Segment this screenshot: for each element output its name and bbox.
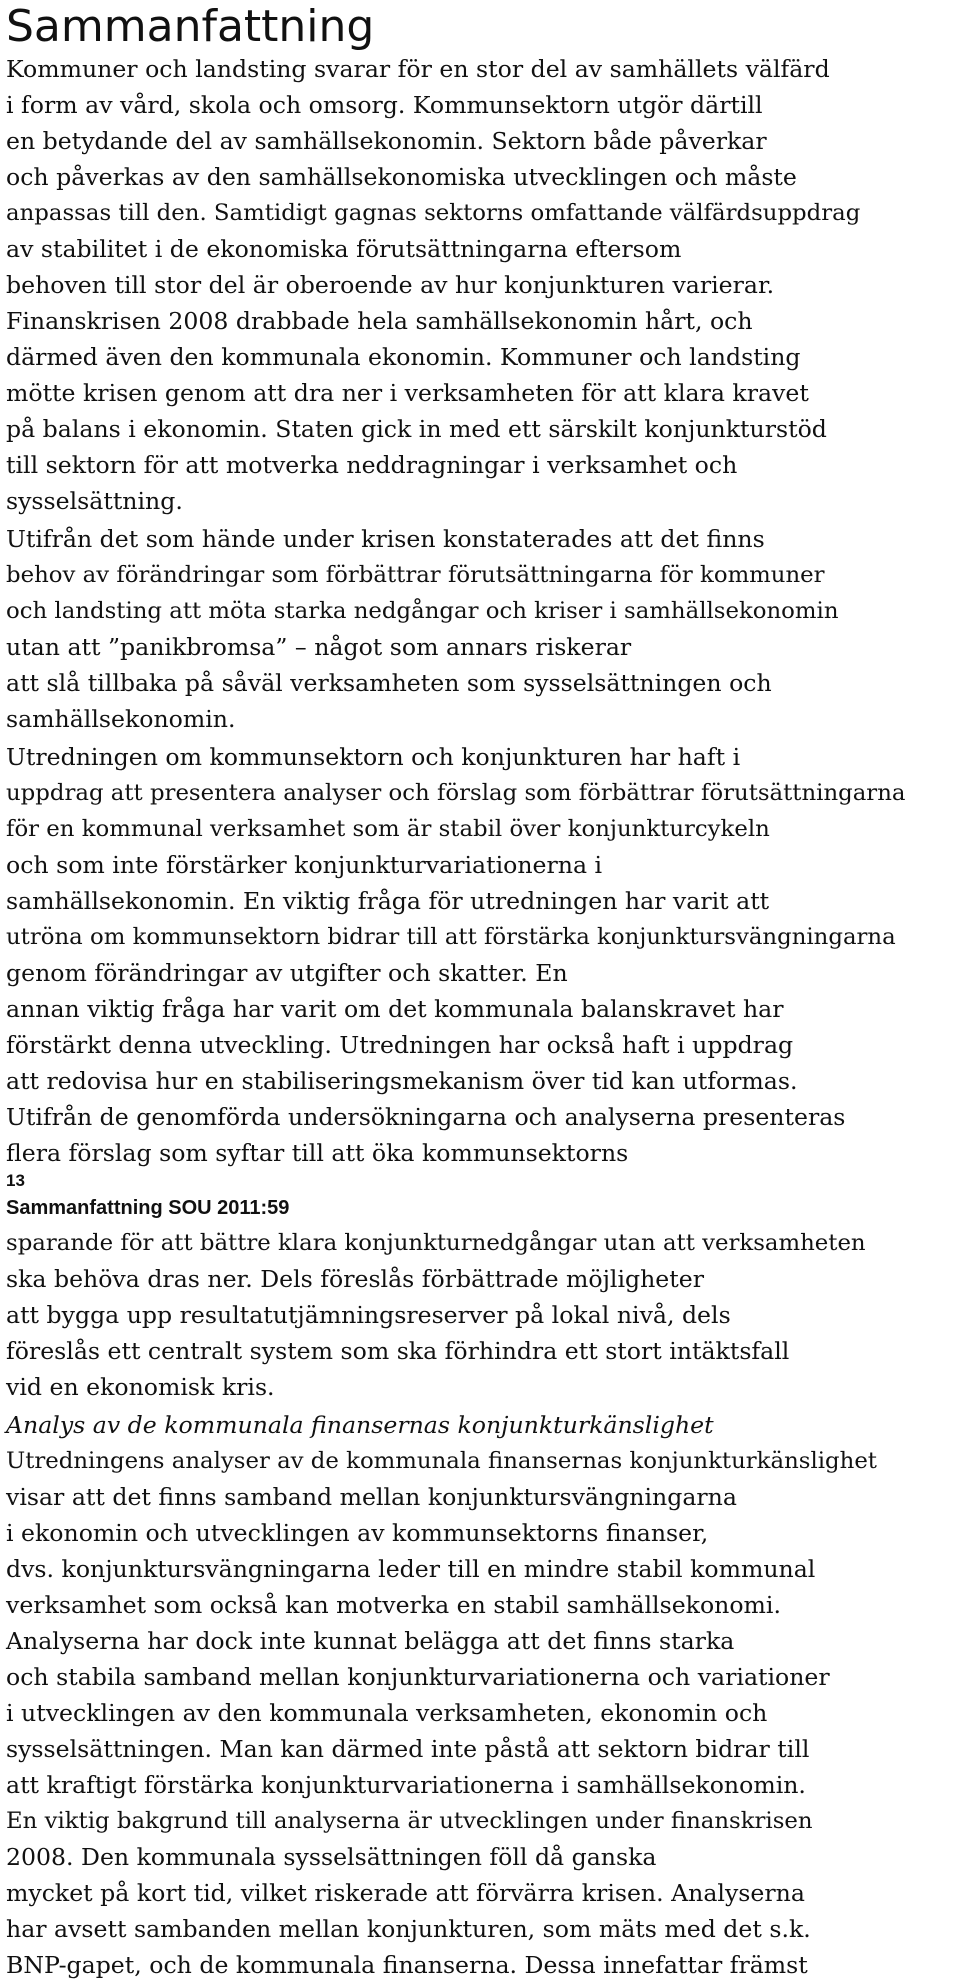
text-line: sparande för att bättre klara konjunkturnedgångar utan att verksamheten <box>6 1230 866 1256</box>
text-line: och stabila samband mellan konjunkturvariationerna och variationer <box>6 1663 830 1691</box>
running-head: Sammanfattning SOU 2011:59 <box>6 1197 290 1219</box>
text-line: En viktig bakgrund till analyserna är utvecklingen under finanskrisen <box>6 1808 813 1834</box>
text-line: uppdrag att presentera analyser och förslag som förbättrar förutsättningarna <box>6 780 906 806</box>
text-line: dvs. konjunktursvängningarna leder till en mindre stabil kommunal <box>6 1555 816 1583</box>
text-line: sysselsättning. <box>6 487 183 515</box>
text-line: Utredningen om kommunsektorn och konjunkturen har haft i <box>6 743 741 771</box>
text-line: därmed även den kommunala ekonomin. Kommuner och landsting <box>6 343 801 371</box>
text-line: har avsett sambanden mellan konjunkturen, som mäts med det s.k. <box>6 1915 811 1943</box>
text-line: anpassas till den. Samtidigt gagnas sektorns omfattande välfärdsuppdrag <box>6 200 861 226</box>
text-line: i utvecklingen av den kommunala verksamheten, ekonomin och <box>6 1699 768 1727</box>
text-line: 2008. Den kommunala sysselsättningen föll då ganska <box>6 1843 657 1871</box>
text-line: för en kommunal verksamhet som är stabil över konjunkturcykeln <box>6 816 770 842</box>
text-line: att redovisa hur en stabiliseringsmekanism över tid kan utformas. <box>6 1067 798 1095</box>
text-line: Kommuner och landsting svarar för en stor del av samhällets välfärd <box>6 55 830 83</box>
text-line: och som inte förstärker konjunkturvariationerna i <box>6 851 603 879</box>
text-line: mötte krisen genom att dra ner i verksamheten för att klara kravet <box>6 379 809 407</box>
text-line: behov av förändringar som förbättrar förutsättningarna för kommuner <box>6 562 825 588</box>
text-line: Utredningens analyser av de kommunala finansernas konjunkturkänslighet <box>6 1448 877 1474</box>
text-line: en betydande del av samhällsekonomin. Sektorn både påverkar <box>6 127 767 155</box>
text-line: BNP-gapet, och de kommunala finanserna. Dessa innefattar främst <box>6 1951 808 1979</box>
text-line: behoven till stor del är oberoende av hur konjunkturen varierar. <box>6 271 775 299</box>
text-line: att bygga upp resultatutjämningsreserver på lokal nivå, dels <box>6 1301 731 1329</box>
text-line: till sektorn för att motverka neddragningar i verksamhet och <box>6 451 738 479</box>
text-line: Analyserna har dock inte kunnat belägga att det finns starka <box>6 1627 735 1655</box>
text-line: sysselsättningen. Man kan därmed inte påstå att sektorn bidrar till <box>6 1735 810 1763</box>
text-line: samhällsekonomin. En viktig fråga för utredningen har varit att <box>6 887 770 915</box>
text-line: utröna om kommunsektorn bidrar till att förstärka konjunktursvängningarna <box>6 924 896 950</box>
text-line: genom förändringar av utgifter och skatter. En <box>6 959 568 987</box>
text-line: i ekonomin och utvecklingen av kommunsektorns finanser, <box>6 1519 709 1547</box>
text-line: mycket på kort tid, vilket riskerade att förvärra krisen. Analyserna <box>6 1879 805 1907</box>
text-line: annan viktig fråga har varit om det kommunala balanskravet har <box>6 995 784 1023</box>
text-line: flera förslag som syftar till att öka kommunsektorns <box>6 1139 629 1167</box>
text-line: och påverkas av den samhällsekonomiska utvecklingen och måste <box>6 163 797 191</box>
text-line: förstärkt denna utveckling. Utredningen har också haft i uppdrag <box>6 1031 794 1059</box>
text-line: och landsting att möta starka nedgångar och kriser i samhällsekonomin <box>6 598 839 624</box>
text-line: verksamhet som också kan motverka en stabil samhällsekonomi. <box>6 1591 781 1619</box>
text-line: av stabilitet i de ekonomiska förutsättningarna eftersom <box>6 235 682 263</box>
text-line: Utifrån de genomförda undersökningarna och analyserna presenteras <box>6 1103 846 1131</box>
text-line: att kraftigt förstärka konjunkturvariationerna i samhällsekonomin. <box>6 1771 806 1799</box>
text-line: ska behöva dras ner. Dels föreslås förbättrade möjligheter <box>6 1265 704 1293</box>
text-line: föreslås ett centralt system som ska förhindra ett stort intäktsfall <box>6 1337 790 1365</box>
text-line: samhällsekonomin. <box>6 705 236 733</box>
text-line: på balans i ekonomin. Staten gick in med ett särskilt konjunkturstöd <box>6 415 827 443</box>
text-line: visar att det finns samband mellan konjunktursvängningarna <box>6 1483 737 1511</box>
page-title: Sammanfattning <box>6 1 375 52</box>
text-line: Finanskrisen 2008 drabbade hela samhällsekonomin hårt, och <box>6 307 753 335</box>
section-subheading: Analys av de kommunala finansernas konjunkturkänslighet <box>6 1411 714 1439</box>
page-number: 13 <box>6 1171 25 1190</box>
text-line: utan att ”panikbromsa” – något som annars riskerar <box>6 633 632 661</box>
text-line: vid en ekonomisk kris. <box>6 1373 275 1401</box>
text-line: i form av vård, skola och omsorg. Kommunsektorn utgör därtill <box>6 91 763 119</box>
text-line: att slå tillbaka på såväl verksamheten som sysselsättningen och <box>6 669 772 697</box>
text-line: Utifrån det som hände under krisen konstaterades att det finns <box>6 525 765 553</box>
